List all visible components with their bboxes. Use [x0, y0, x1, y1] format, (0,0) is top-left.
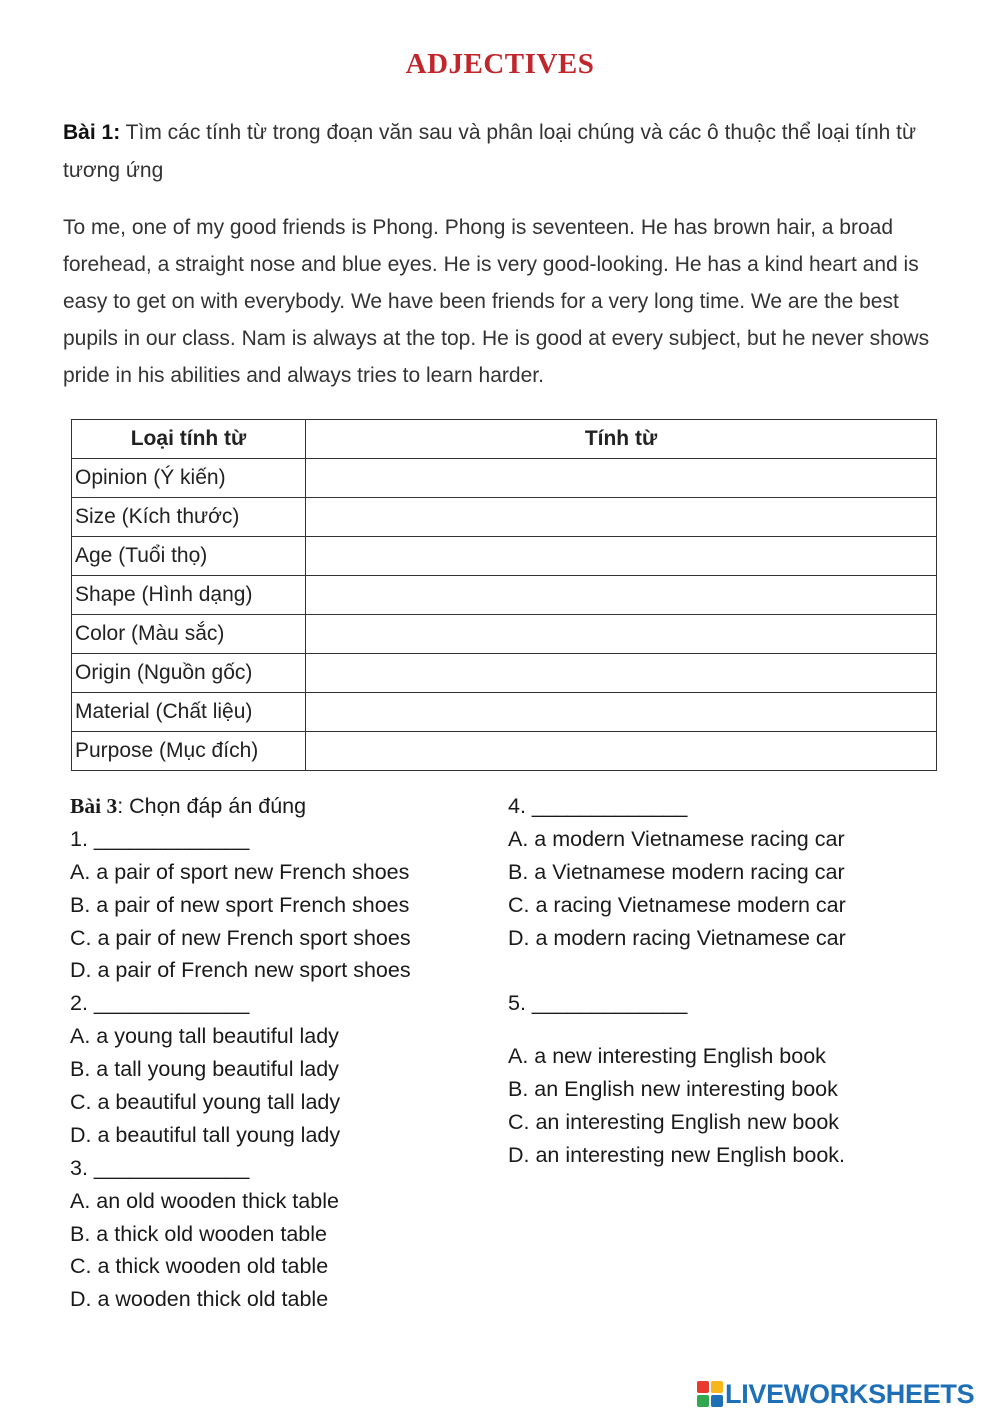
exercise-3-heading [70, 790, 411, 823]
question-1-option-d[interactable]: D. a pair of French new sport shoes [70, 958, 411, 983]
table-row [72, 537, 937, 576]
question-4-option-a[interactable]: A. a modern Vietnamese racing car [508, 826, 845, 851]
header-adjective: Tính từ [306, 420, 937, 459]
exercise-3-label: Bài 3 [70, 794, 118, 818]
adjective-table [71, 419, 937, 771]
question-1-option-a[interactable]: A. a pair of sport new French shoes [70, 859, 410, 884]
question-4-option-d[interactable]: D. a modern racing Vietnamese car [508, 925, 846, 950]
row-label: Opinion (Ý kiến) [72, 459, 306, 498]
question-3-option-b[interactable]: B. a thick old wooden table [70, 1221, 327, 1246]
question-1-blank[interactable]: 1. _____________ [70, 826, 250, 851]
row-label: Material (Chất liệu) [72, 693, 306, 732]
answer-cell[interactable] [306, 459, 937, 498]
reading-passage: To me, one of my good friends is Phong. Phong is seventeen. He has brown hair, a broad forehead, a straight nose and blue eyes. He is very good-looking. He has a kind heart and is easy to get on with everybody. We have been friends for a very long time. We are the best pupils in our class. Nam is always at the top. He is good at every subject, but he never shows pride in his abilities and always tries to learn harder. [63, 216, 930, 387]
question-2-option-c[interactable]: C. a beautiful young tall lady [70, 1090, 341, 1115]
table-row [72, 654, 937, 693]
question-5-option-d[interactable]: D. an interesting new English book. [508, 1142, 846, 1167]
exercise-1-instruction [63, 114, 943, 190]
row-label: Color (Màu sắc) [72, 615, 306, 654]
logo-square [697, 1381, 709, 1393]
spacer [508, 1020, 846, 1040]
question-3-option-d[interactable]: D. a wooden thick old table [70, 1287, 329, 1312]
question-3-blank[interactable]: 3. _____________ [70, 1155, 250, 1180]
row-label: Size (Kích thước) [72, 498, 306, 537]
answer-cell[interactable] [306, 498, 937, 537]
exercise-1-label: Bài 1: [63, 121, 121, 144]
answer-cell[interactable] [306, 654, 937, 693]
answer-cell[interactable] [306, 576, 937, 615]
logo-square [711, 1395, 723, 1407]
question-4-blank[interactable]: 4. _____________ [508, 794, 688, 818]
question-5-option-a[interactable]: A. a new interesting English book [508, 1044, 826, 1069]
question-2-option-a[interactable]: A. a young tall beautiful lady [70, 1024, 339, 1049]
answer-cell[interactable] [306, 732, 937, 771]
spacer [508, 954, 846, 987]
liveworksheets-logo [697, 1376, 974, 1412]
table-row [72, 498, 937, 537]
page-title: ADJECTIVES [405, 48, 595, 80]
table-row [72, 576, 937, 615]
quiz-right-column [508, 790, 846, 1172]
question-1-option-c[interactable]: C. a pair of new French sport shoes [70, 925, 411, 950]
question-2-option-b[interactable]: B. a tall young beautiful lady [70, 1057, 339, 1082]
question-5-blank[interactable]: 5. _____________ [508, 991, 688, 1016]
logo-text: LIVEWORKSHEETS [725, 1378, 975, 1409]
table-row [72, 459, 937, 498]
answer-cell[interactable] [306, 537, 937, 576]
question-3-option-c[interactable]: C. a thick wooden old table [70, 1254, 329, 1279]
question-4-option-b[interactable]: B. a Vietnamese modern racing car [508, 859, 845, 884]
question-4-option-c[interactable]: C. a racing Vietnamese modern car [508, 892, 846, 917]
answer-cell[interactable] [306, 693, 937, 732]
table-row [72, 693, 937, 732]
row-label: Origin (Nguồn gốc) [72, 654, 306, 693]
row-label: Shape (Hình dạng) [72, 576, 306, 615]
question-1-option-b[interactable]: B. a pair of new sport French shoes [70, 892, 410, 917]
question-2-option-d[interactable]: D. a beautiful tall young lady [70, 1122, 341, 1147]
exercise-1-text: Tìm các tính từ trong đoạn văn sau và phân loại chúng và các ô thuộc thể loại tính từ tương ứng [63, 121, 917, 182]
question-3-option-a[interactable]: A. an old wooden thick table [70, 1188, 339, 1213]
logo-grid-icon [697, 1381, 723, 1407]
header-type: Loại tính từ [72, 420, 306, 459]
logo-square [697, 1395, 709, 1407]
table-row [72, 615, 937, 654]
question-2-blank[interactable]: 2. _____________ [70, 991, 250, 1016]
question-5-option-c[interactable]: C. an interesting English new book [508, 1110, 840, 1135]
answer-cell[interactable] [306, 615, 937, 654]
exercise-3-text: : Chọn đáp án đúng [117, 794, 307, 818]
quiz-left-column [70, 790, 411, 1316]
table-row [72, 732, 937, 771]
logo-square [711, 1381, 723, 1393]
row-label: Age (Tuổi thọ) [72, 537, 306, 576]
question-5-option-b[interactable]: B. an English new interesting book [508, 1077, 838, 1102]
table-header-row [72, 420, 937, 459]
row-label: Purpose (Mục đích) [72, 732, 306, 771]
